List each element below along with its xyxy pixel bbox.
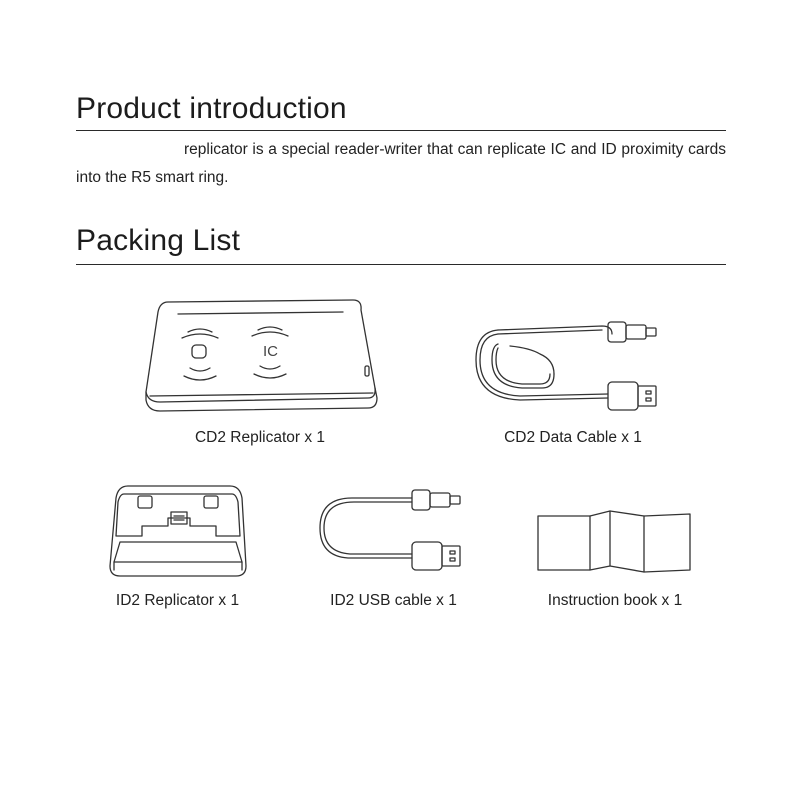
packing-item-label: CD2 Replicator x 1: [194, 429, 326, 446]
section-title-product-introduction: Product introduction: [76, 92, 347, 125]
usb-cable-icon: [312, 482, 472, 582]
card-reader-icon: [128, 290, 388, 420]
id-replicator-icon: [108, 478, 248, 580]
coiled-usb-cable-icon: [470, 308, 670, 423]
section-title-packing-list: Packing List: [76, 224, 241, 257]
packing-item-label: Instruction book x 1: [547, 592, 683, 609]
product-description: replicator is a special reader-writer that can replicate IC and ID proximity cards into the R5 smart ring.: [76, 141, 726, 186]
folded-booklet-icon: [534, 508, 698, 576]
packing-item-label: CD2 Data Cable x 1: [504, 429, 642, 446]
section-divider: [76, 130, 726, 131]
ic-logo: IC: [263, 343, 278, 360]
packing-item-label: ID2 Replicator x 1: [115, 592, 240, 609]
packing-item-label: ID2 USB cable x 1: [330, 592, 457, 609]
section-divider: [76, 264, 726, 265]
